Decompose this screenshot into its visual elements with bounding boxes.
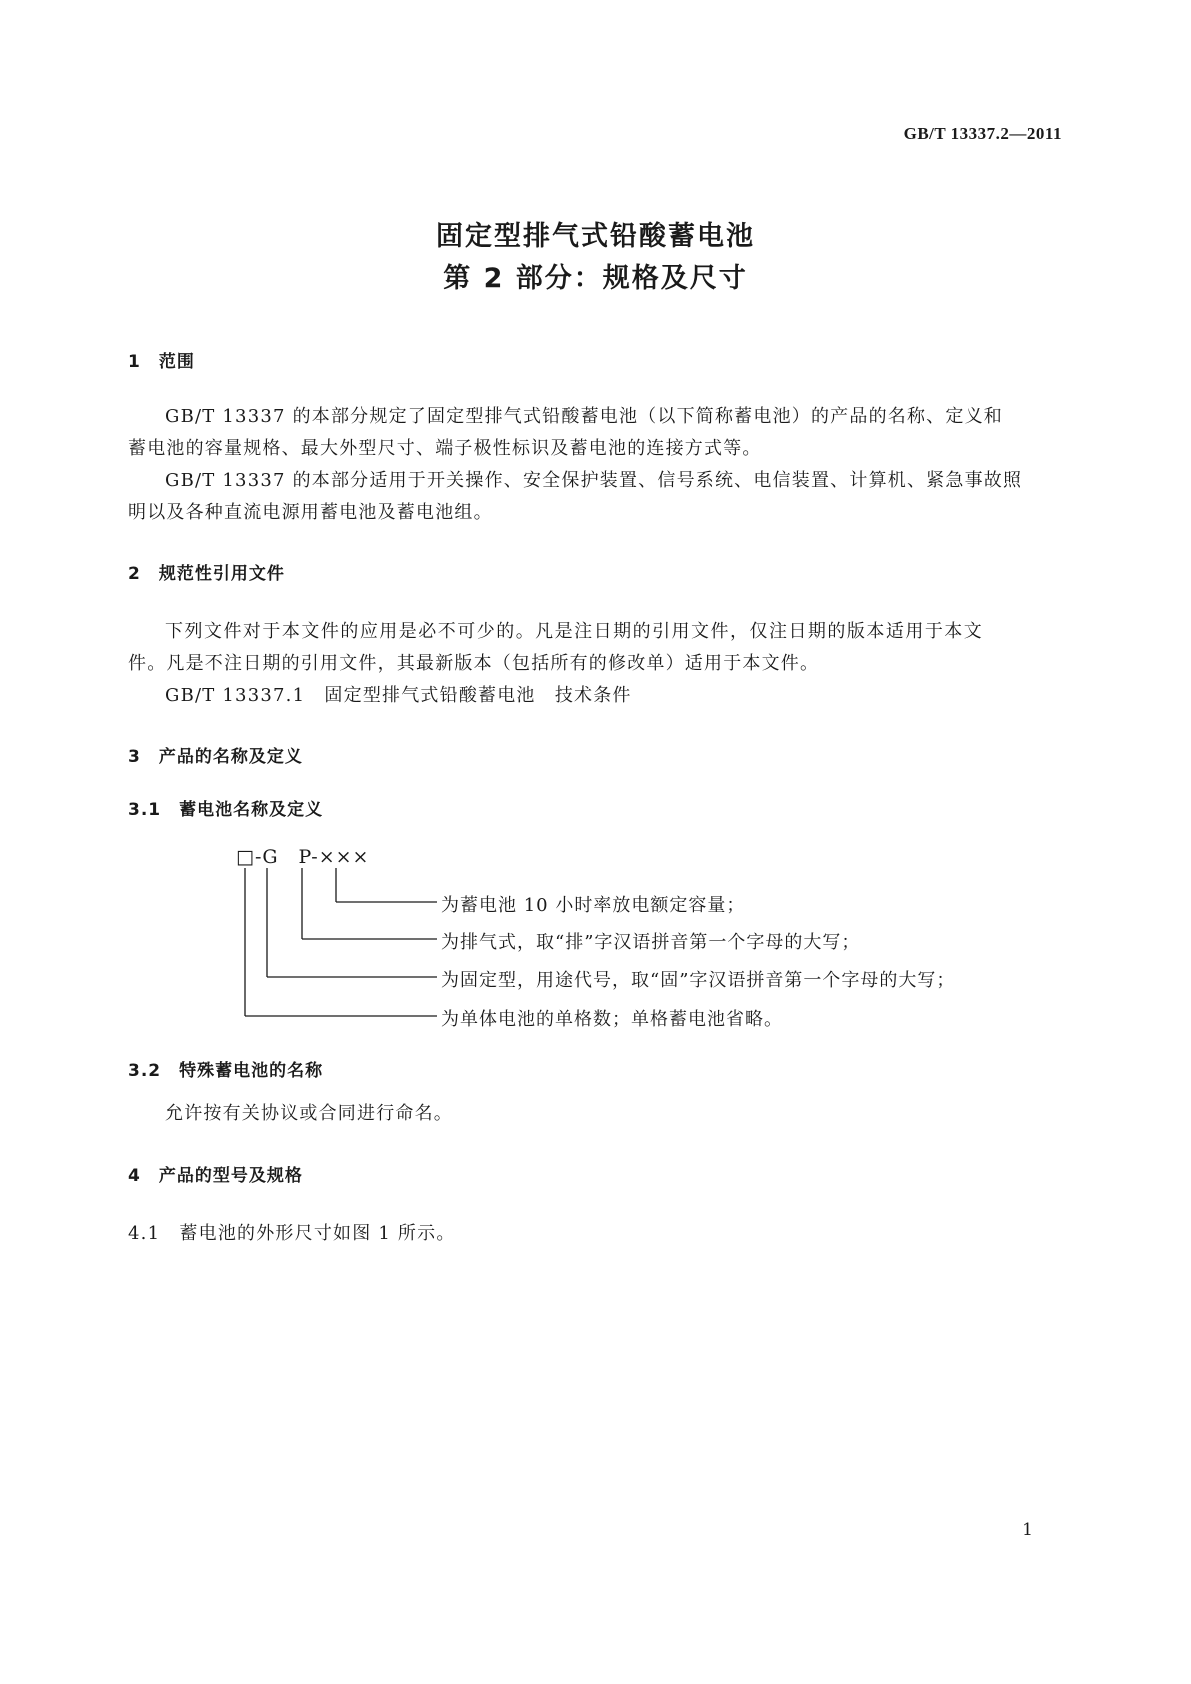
- code-label-cell-count: 为单体电池的单格数；单格蓄电池省略。: [441, 1009, 783, 1030]
- section-4-heading: 4 产品的型号及规格: [128, 1166, 303, 1186]
- document-title-line2: 第 2 部分：规格及尺寸: [443, 263, 748, 294]
- section-3-1-heading: 3.1 蓄电池名称及定义: [128, 800, 324, 820]
- page-number: 1: [1022, 1520, 1033, 1540]
- code-label-capacity: 为蓄电池 10 小时率放电额定容量；: [441, 895, 746, 916]
- section-3-2-text: 允许按有关协议或合同进行命名。: [165, 1103, 453, 1124]
- section-1-paragraph-2-line-1: GB/T 13337 的本部分适用于开关操作、安全保护装置、信号系统、电信装置、计算机、紧急事故照: [165, 470, 1023, 491]
- section-3-heading: 3 产品的名称及定义: [128, 747, 303, 767]
- section-1-paragraph-1-line-1: GB/T 13337 的本部分规定了固定型排气式铅酸蓄电池（以下简称蓄电池）的产品的名称、定义和: [165, 406, 1003, 427]
- section-1-paragraph-1-line-2: 蓄电池的容量规格、最大外型尺寸、端子极性标识及蓄电池的连接方式等。: [128, 438, 762, 459]
- section-2-paragraph-line-1: 下列文件对于本文件的应用是必不可少的。凡是注日期的引用文件，仅注日期的版本适用于本文: [165, 621, 983, 642]
- normative-reference-item: GB/T 13337.1 固定型排气式铅酸蓄电池 技术条件: [165, 685, 632, 706]
- code-label-vented: 为排气式，取“排”字汉语拼音第一个字母的大写；: [441, 932, 861, 953]
- section-1-paragraph-2-line-2: 明以及各种直流电源用蓄电池及蓄电池组。: [128, 502, 493, 523]
- code-label-stationary: 为固定型，用途代号，取“固”字汉语拼音第一个字母的大写；: [441, 970, 956, 991]
- section-3-2-heading: 3.2 特殊蓄电池的名称: [128, 1061, 324, 1081]
- section-4-1-text: 4.1 蓄电池的外形尺寸如图 1 所示。: [128, 1223, 456, 1244]
- section-1-heading: 1 范围: [128, 352, 195, 372]
- section-2-paragraph-line-2: 件。凡是不注日期的引用文件，其最新版本（包括所有的修改单）适用于本文件。: [128, 653, 820, 674]
- document-title-line1: 固定型排气式铅酸蓄电池: [436, 221, 755, 252]
- section-2-heading: 2 规范性引用文件: [128, 564, 285, 584]
- naming-code: □-G P-×××: [236, 846, 370, 868]
- standard-number: GB/T 13337.2—2011: [903, 124, 1062, 143]
